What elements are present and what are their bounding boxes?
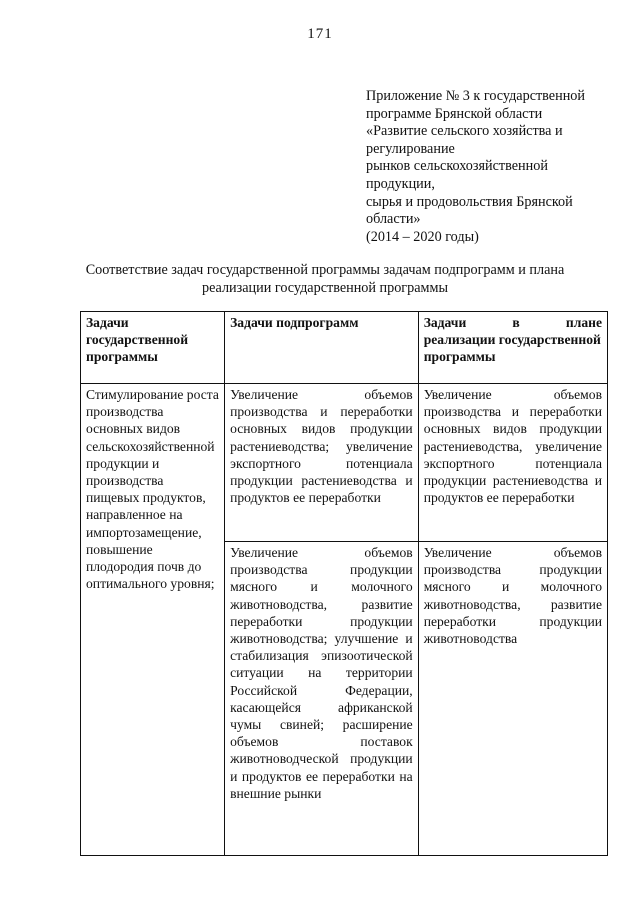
header-plan-rest: реализации государственной программы [423,332,601,365]
subprogram-task-cell: Увеличение объемов производства и переработки основных видов продукции растениеводства; увеличение экспортного потенциала продукции растениеводства и продуктов ее переработки [225,384,419,542]
title-line: Соответствие задач государственной программы задачам подпрограмм и плана [85,262,565,278]
correspondence-table [80,311,608,856]
page-number: 171 [307,26,333,42]
header-word: в [512,315,520,330]
header-plan-tasks [418,312,607,384]
appendix-line: регулирование [366,140,455,157]
appendix-line: Приложение № 3 к государственной [366,88,585,104]
header-word: плане [565,315,602,330]
header-subprogram-tasks: Задачи подпрограмм [225,312,419,384]
appendix-note [366,88,616,246]
header-state-tasks: Задачи государственной программы [81,312,225,384]
appendix-line: программе Брянской области [366,105,543,122]
appendix-line: рынков сельскохозяйственной [366,158,548,175]
state-task-cell: Стимулирование роста производства основных видов сельскохозяйственной продукции и производства пищевых продуктов, направленное на импортозамещение, повышение плодородия почв до оптимального уровня; [81,384,225,856]
appendix-line: сырья и продовольствия Брянской [366,193,573,210]
plan-task-cell: Увеличение объемов производства и переработки основных видов продукции растениеводства, увеличение экспортного потенциала продукции растениеводства и продуктов ее переработки [418,384,607,542]
header-word: Задачи [423,315,467,330]
title-line: реализации государственной программы [201,279,449,296]
appendix-line: (2014 – 2020 годы) [366,228,479,245]
table-header-row [81,312,608,384]
header-plan-first-line [424,314,602,331]
appendix-line: области» [366,211,421,228]
appendix-line: продукции, [366,175,435,192]
document-title [40,262,610,297]
appendix-line: «Развитие сельского хозяйства и [366,123,563,140]
plan-task-cell: Увеличение объемов производства продукции мясного и молочного животноводства, развитие переработки продукции животноводства [418,542,607,856]
table-row [81,384,608,542]
subprogram-task-cell: Увеличение объемов производства продукции мясного и молочного животноводства, развитие переработки продукции животноводства; улучшение и стабилизация эпизоотической ситуации на территории Российской Федерации, касающейся африканской чумы свиней; расширение объемов поставок животноводческой продукции и продуктов ее переработки на внешние рынки [225,542,419,856]
